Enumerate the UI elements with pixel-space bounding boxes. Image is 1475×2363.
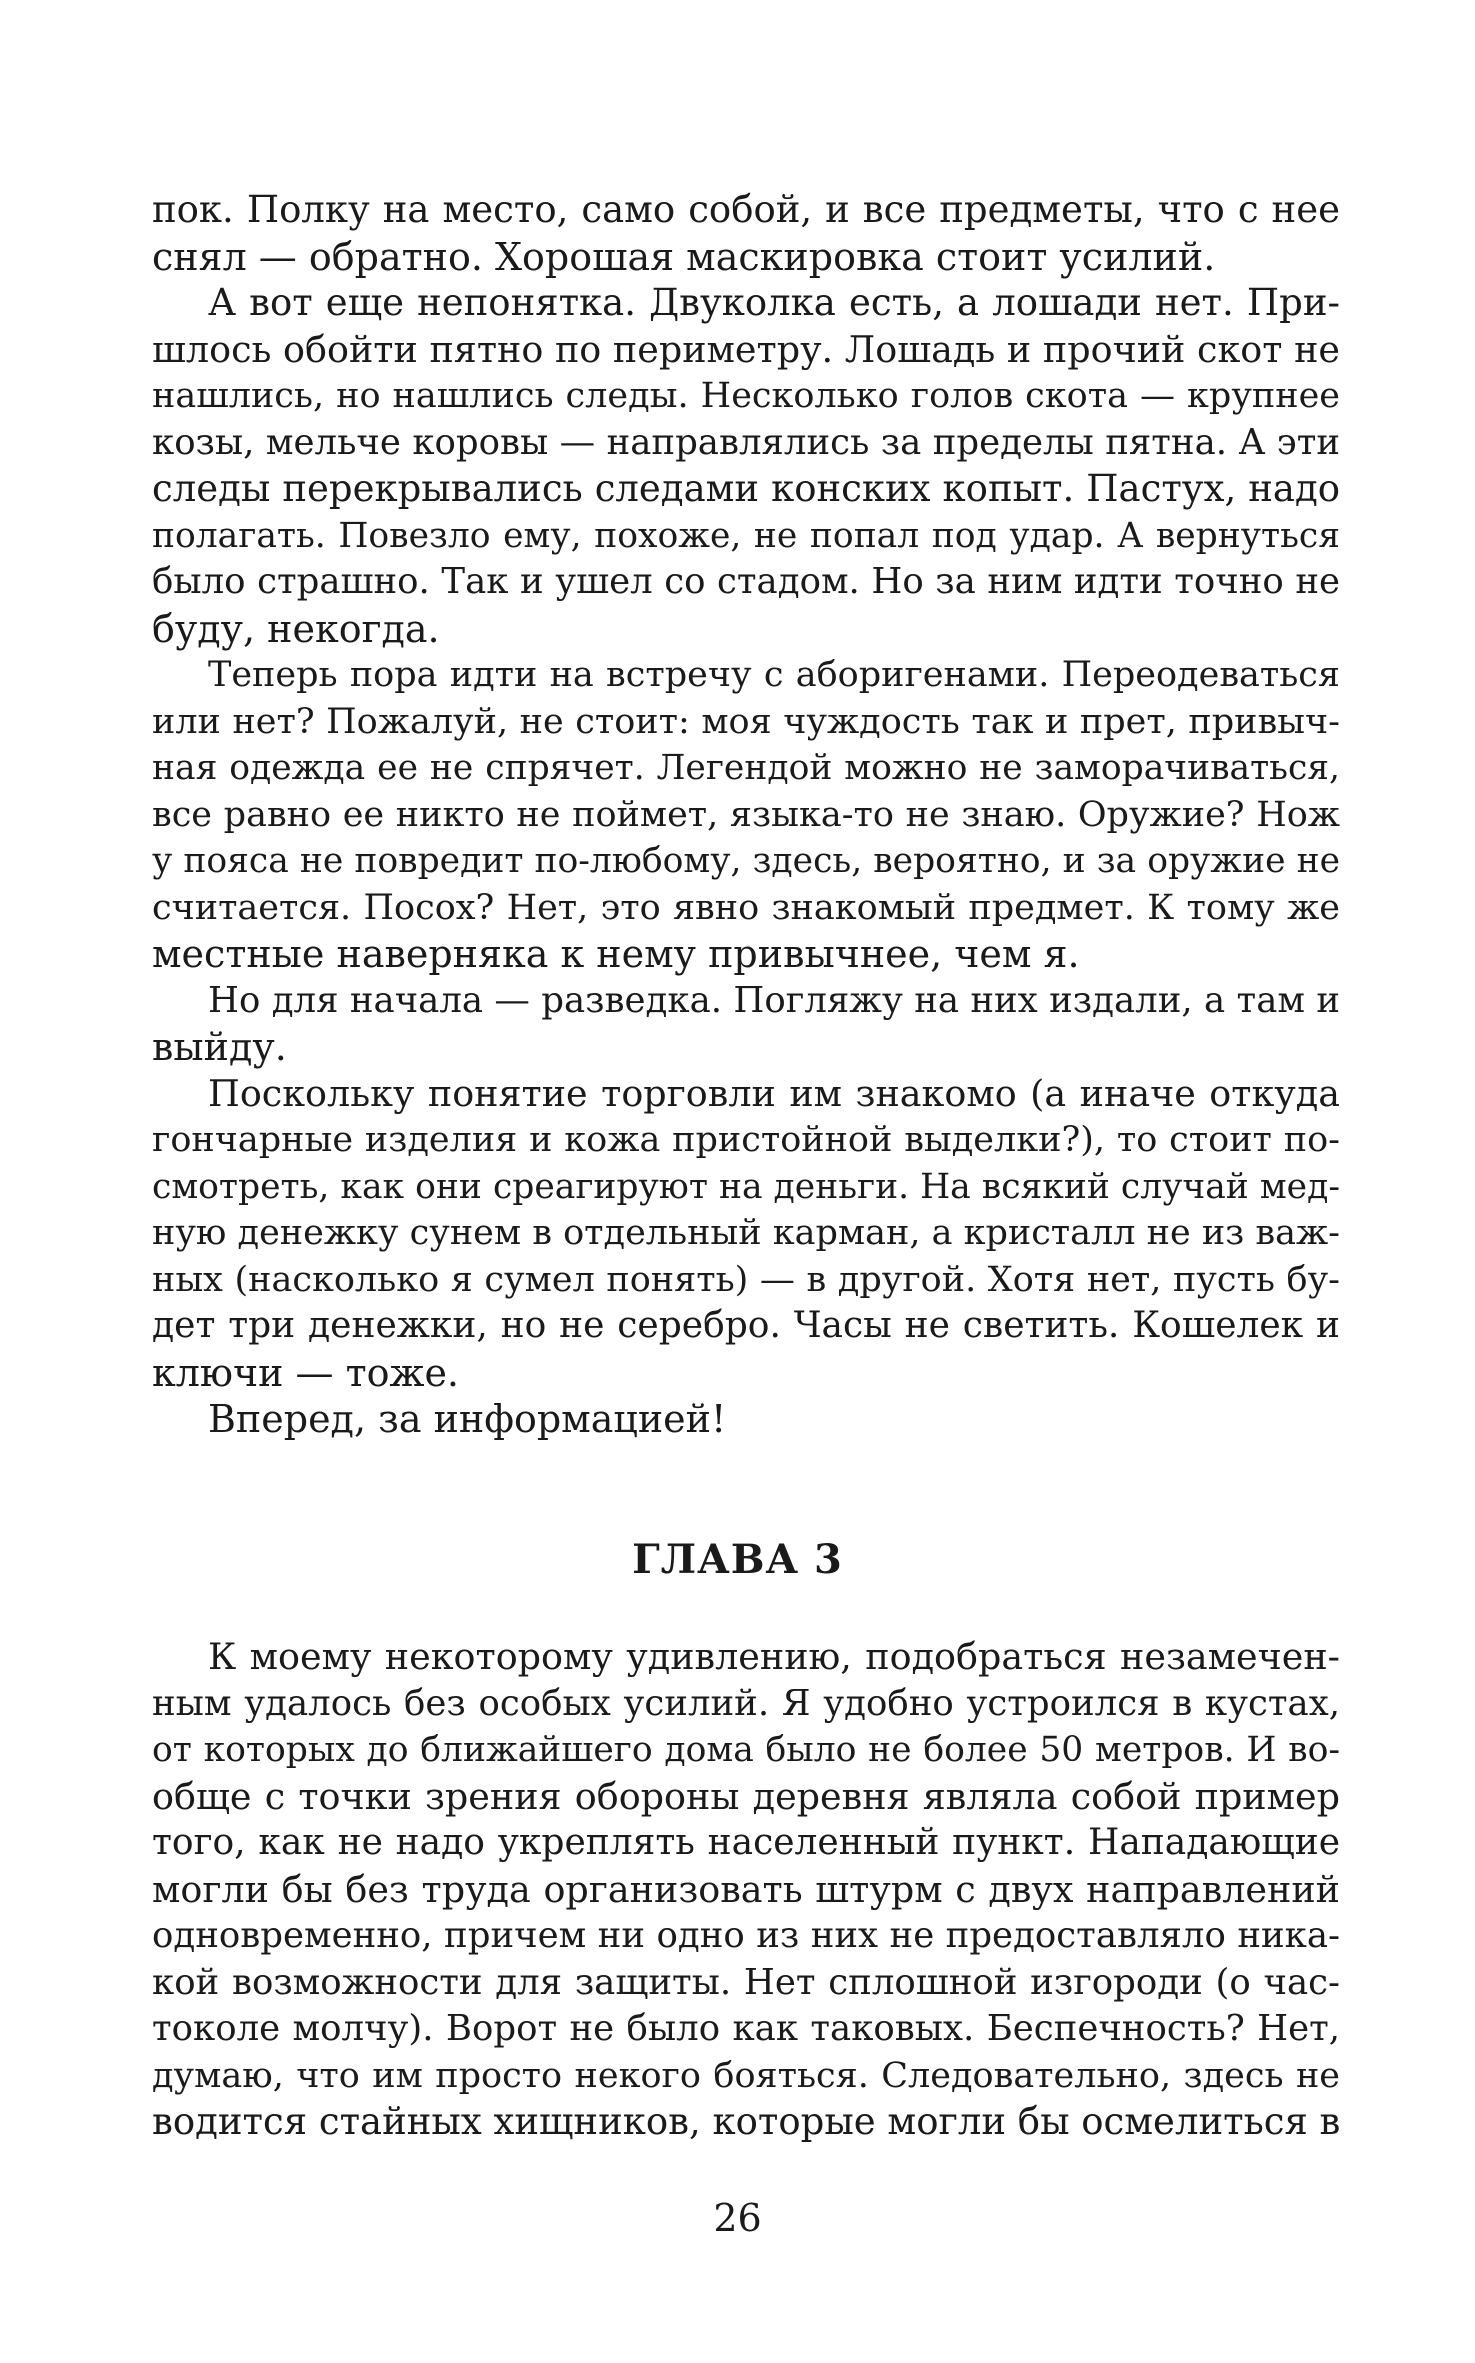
text-line: следы перекрывались следами конских копыт. Пастух, надо bbox=[152, 467, 1340, 510]
text-line: выйду. bbox=[152, 1025, 287, 1069]
page-number: 26 bbox=[713, 2196, 762, 2240]
text-line: от которых до ближайшего дома было не более 50 метров. И во- bbox=[152, 1730, 1340, 1770]
text-line: полагать. Повезло ему, похоже, не попал под удар. А вернуться bbox=[152, 515, 1340, 556]
text-line: шлось обойти пятно по периметру. Лошадь и прочий скот не bbox=[152, 327, 1340, 371]
text-line: кой возможности для защиты. Нет сплошной изгороди (о час- bbox=[152, 1961, 1340, 2003]
body-text-chapter-3 bbox=[152, 1634, 1340, 2146]
text-line: или нет? Пожалуй, не стоит: моя чуждость так и прет, привыч- bbox=[152, 701, 1340, 742]
text-line: у пояса не повредит по-любому, здесь, вероятно, и за оружие не bbox=[152, 841, 1340, 881]
text-line: снял — обратно. Хорошая маскировка стоит усилий. bbox=[152, 234, 1216, 279]
text-line: буду, некогда. bbox=[152, 606, 440, 651]
text-line: ным удалось без особых усилий. Я удобно устроился в кустах, bbox=[152, 1682, 1340, 1724]
text-line: нашлись, но нашлись следы. Несколько голов скота — крупнее bbox=[152, 376, 1340, 416]
text-line: козы, мельче коровы — направлялись за пределы пятна. А эти bbox=[152, 421, 1340, 463]
text-line: ная одежда ее не спрячет. Легендой можно не заморачиваться, bbox=[152, 748, 1340, 788]
text-line: А вот еще непонятка. Двуколка есть, а лошади нет. При- bbox=[208, 281, 1340, 324]
text-line: могли бы без труда организовать штурм с двух направлений bbox=[152, 1867, 1340, 1911]
text-line: все равно ее никто не поймет, языка-то не знаю. Оружие? Нож bbox=[152, 794, 1340, 835]
body-text-before-chapter bbox=[152, 187, 1340, 1443]
text-line: Поскольку понятие торговли им знакомо (а иначе откуда bbox=[208, 1071, 1340, 1115]
text-line: пок. Полку на место, само собой, и все предметы, что с нее bbox=[152, 188, 1340, 231]
text-line: Но для начала — разведка. Погляжу на них издали, а там и bbox=[208, 979, 1340, 1021]
text-line: ных (насколько я сумел понять) — в другой. Хотя нет, пусть бу- bbox=[152, 1259, 1340, 1300]
text-line: ключи — тоже. bbox=[152, 1350, 460, 1395]
text-line: гончарные изделия и кожа пристойной выделки?), то стоит по- bbox=[152, 1120, 1340, 1160]
text-line: Вперед, за информацией! bbox=[208, 1397, 727, 1441]
text-line: было страшно. Так и ушел со стадом. Но за ним идти точно не bbox=[152, 561, 1340, 602]
text-line: думаю, что им просто некого бояться. Следовательно, здесь не bbox=[152, 2055, 1340, 2096]
text-line: водится стайных хищников, которые могли бы осмелиться в bbox=[152, 2100, 1341, 2143]
text-line: считается. Посох? Нет, это явно знакомый предмет. К тому же bbox=[152, 887, 1340, 928]
text-line: дет три денежки, но не серебро. Часы не светить. Кошелек и bbox=[152, 1305, 1340, 1346]
text-line: смотреть, как они среагируют на деньги. На всякий случай мед- bbox=[152, 1166, 1340, 1207]
text-line: одновременно, причем ни одно из них не предоставляло ника- bbox=[152, 1915, 1340, 1956]
text-line: К моему некоторому удивлению, подобраться незамечен- bbox=[208, 1635, 1340, 1678]
text-line: Теперь пора идти на встречу с аборигенами. Переодеваться bbox=[208, 655, 1340, 695]
chapter-heading: ГЛАВА 3 bbox=[632, 1536, 843, 1583]
text-line: того, как не надо укреплять населенный пункт. Нападающие bbox=[152, 1822, 1340, 1863]
text-line: токоле молчу). Ворот не было как таковых. Беспечность? Нет, bbox=[152, 2008, 1340, 2049]
text-line: обще с точки зрения обороны деревня являла собой пример bbox=[152, 1774, 1340, 1818]
text-line: ную денежку сунем в отдельный карман, а кристалл не из важ- bbox=[152, 1213, 1340, 1253]
text-line: местные наверняка к нему привычнее, чем я. bbox=[152, 932, 1080, 976]
